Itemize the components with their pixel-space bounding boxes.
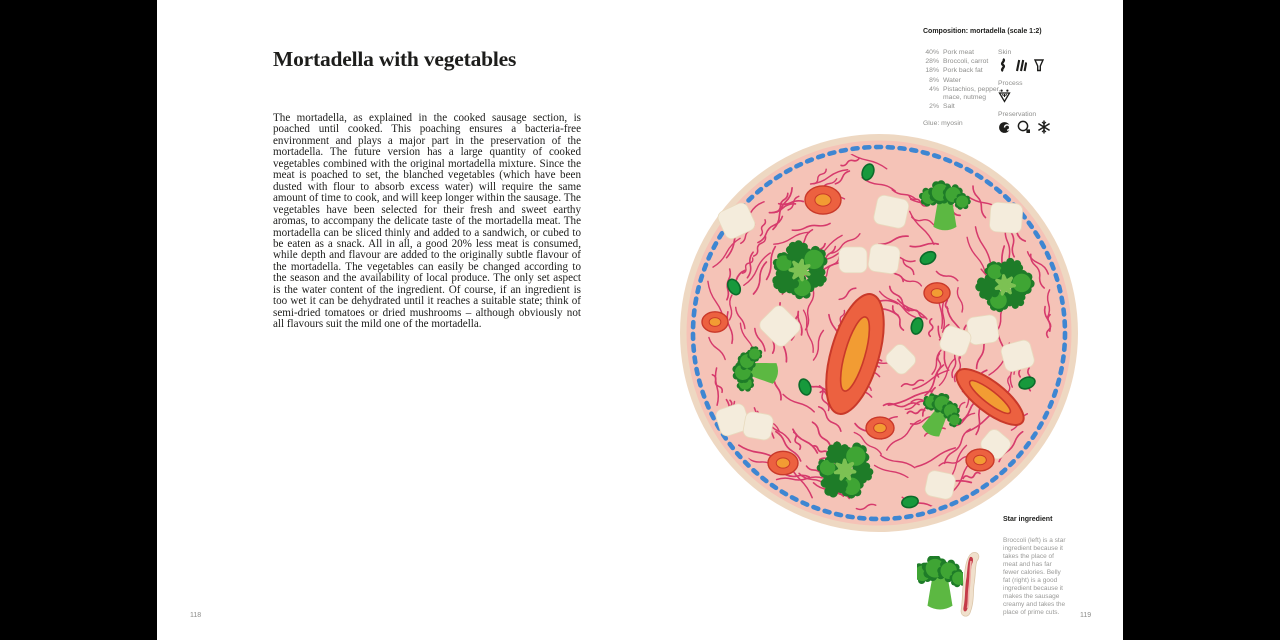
star-ingredient-body: Broccoli (left) is a star ingredient because it takes the place of meat and has far fewer calories. Belly fat (right) is a good ingredient because it makes the sausage creamy and takes the place of prime cuts.	[1003, 537, 1066, 616]
body-paragraph: The mortadella, as explained in the cooked sausage section, is poached until cooked. This poaching ensures a bacteria-free environment and plays a major part in the preservation of the mortadella. The future version has a large quantity of cooked vegetables combined with the original mortadella mixture. Since the meat is poached to set, the blanched vegetables (which have been dusted with flour to absorb excess water) will require the same amount of time to cook, and will keep longer within the sausage. The vegetables have been selected for their fresh and sweet earthy aromas, to accompany the delicate taste of the mortadella meat. The mortadella can be sliced thinly and added to a sandwich, or cubed to be eaten as a snack. All in all, a good 20% less meat is consumed, while depth and flavour are added to the originally subtle flavour of the mortadella. The vegetables can easily be changed according to the season and the availability of local produce. The only set aspect is the water content of the ingredient. Of course, if an ingredient is too wet it can be dehydrated until it reaches a suitable state; think of semi-dried tomatoes or dried mushrooms – although obviously not all flavours suit the mild one of the mortadella.	[273, 112, 581, 331]
mortadella-cross-section-illustration	[679, 133, 1079, 533]
ingredient-percent: 28%	[925, 58, 939, 66]
ingredient-label: Broccoli, carrot	[943, 58, 989, 66]
ingredient-label: Water	[943, 76, 961, 84]
fat-cube	[873, 194, 910, 229]
carrot-slice	[768, 451, 798, 474]
ingredient-percent: 40%	[925, 49, 939, 56]
composition-heading: Composition: mortadella (scale 1:2)	[923, 28, 1042, 35]
carrot-slice	[924, 283, 950, 303]
page-title: Mortadella with vegetables	[273, 47, 517, 72]
preservation-label: Preservation	[998, 111, 1037, 118]
fat-cube	[742, 411, 774, 441]
process-label: Process	[998, 80, 1023, 87]
ingredient-percent: 4%	[929, 85, 939, 93]
star-ingredient-panel	[1003, 516, 1069, 617]
ingredient-percent: 8%	[929, 76, 939, 84]
fat-cube	[839, 247, 867, 273]
ingredient-percent: 2%	[929, 102, 939, 110]
page-number-right: 119	[1080, 612, 1092, 619]
ingredient-label: Pork back fat	[943, 67, 983, 75]
ingredient-label: Salt	[943, 102, 955, 110]
carrot-slice	[966, 449, 994, 471]
book-spread	[157, 0, 1123, 640]
ingredient-label: Pork meat	[943, 49, 974, 56]
star-ingredient-heading: Star ingredient	[1003, 516, 1053, 523]
page-number-left: 118	[190, 612, 202, 619]
fat-cube	[924, 469, 957, 500]
freeze-icon	[1037, 120, 1051, 134]
fat-cube	[867, 243, 901, 275]
fat-cube	[966, 314, 1000, 346]
fridge-icon	[1017, 120, 1031, 134]
sausage-casing-icon	[998, 58, 1008, 72]
carrot-slice	[866, 417, 894, 439]
ingredient-label: Pistachios, pepper, mace, nutmeg	[943, 85, 1001, 101]
glue-note: Glue: myosin	[923, 119, 963, 127]
fat-cube	[989, 202, 1023, 234]
carrot-slice	[702, 312, 728, 332]
carrot-slice	[805, 186, 841, 214]
broccoli-stemmed	[917, 556, 963, 610]
poach-funnel-icon	[998, 89, 1011, 103]
funnel-icon	[1033, 58, 1045, 72]
belly-fat-illustration	[958, 551, 988, 619]
composition-categories	[998, 49, 1078, 142]
broccoli-illustration	[917, 556, 963, 614]
skin-label: Skin	[998, 49, 1012, 56]
ingredient-percent: 18%	[925, 67, 939, 75]
collagen-stack-icon	[1014, 58, 1027, 72]
